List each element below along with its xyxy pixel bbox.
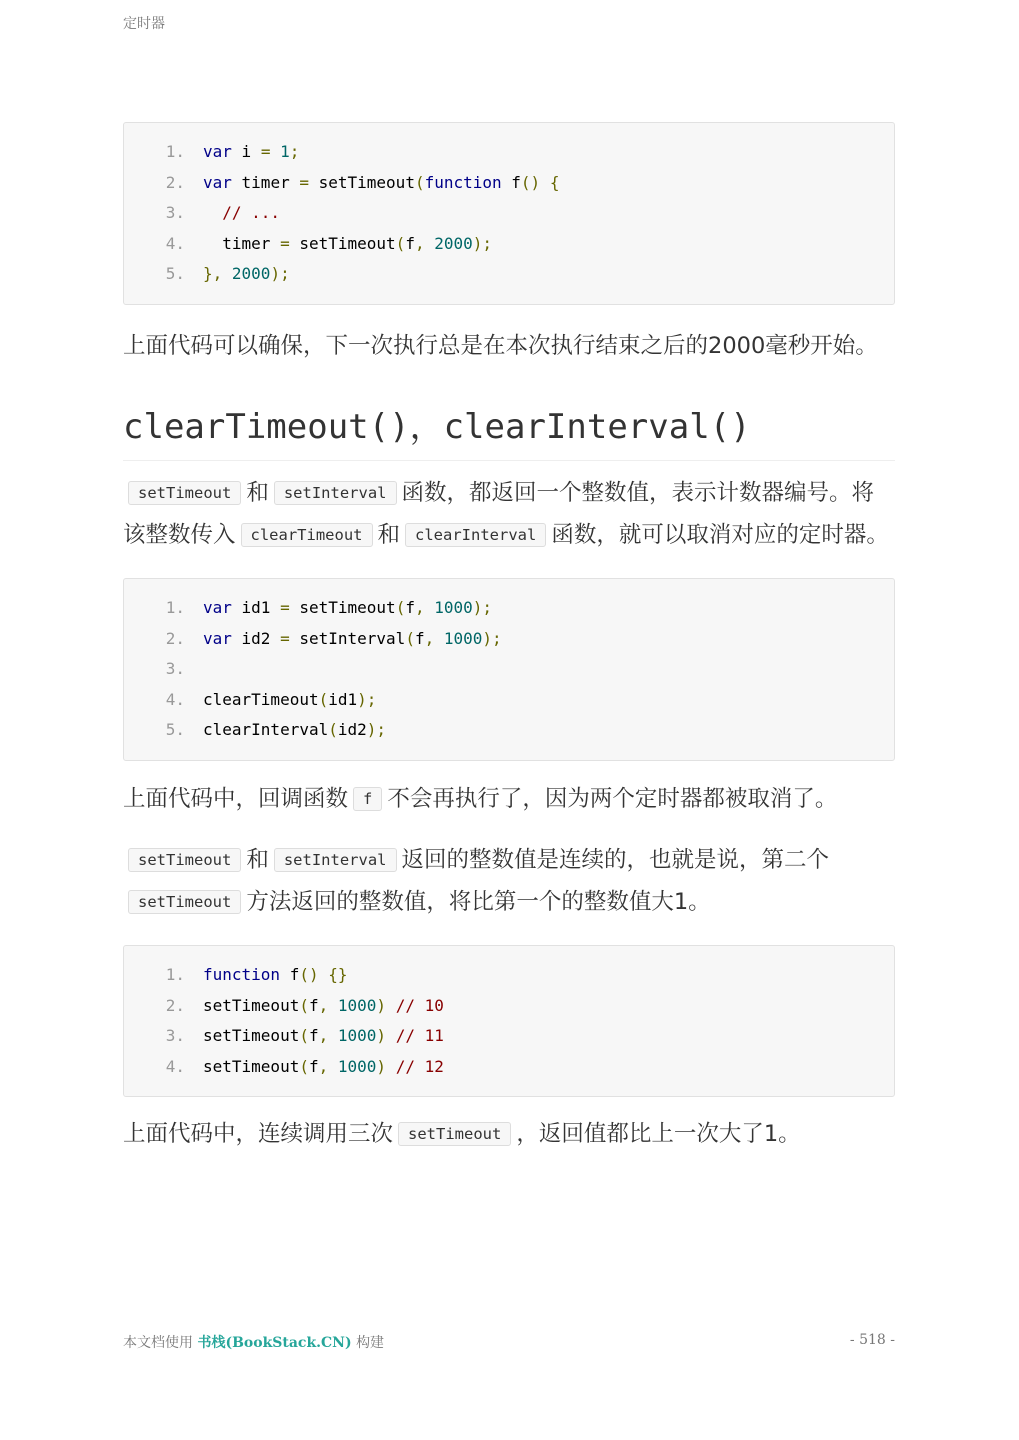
code-text: // ...: [222, 203, 281, 223]
code-line: [124, 1052, 894, 1083]
section-heading: clearTimeout()，clearInterval(): [123, 402, 895, 461]
inline-code: clearInterval: [405, 523, 546, 547]
inline-code: setTimeout: [128, 481, 241, 505]
code-block-3: [123, 945, 895, 1097]
line-number: 4.: [165, 689, 185, 709]
code-line: [124, 229, 894, 260]
code-text: clearInterval(id2);: [203, 720, 387, 740]
code-text: setTimeout(f, 1000) // 10: [203, 995, 444, 1015]
code-line: [124, 1021, 894, 1052]
paragraph-1: 上面代码可以确保，下一次执行总是在本次执行结束之后的2000毫秒开始。: [123, 332, 878, 359]
code-block-1: [123, 122, 895, 305]
line-number: 3.: [165, 203, 185, 223]
code-text: var timer = setTimeout(function f() {: [203, 172, 560, 192]
bookstack-link[interactable]: 书栈(BookStack.CN): [197, 1335, 352, 1351]
page-header: 定时器: [123, 16, 165, 32]
line-number: 4.: [165, 233, 185, 253]
line-number: 5.: [165, 720, 185, 740]
code-line: [124, 198, 894, 229]
main-content: [123, 122, 895, 1155]
code-line: [124, 593, 894, 624]
inline-code: setInterval: [274, 481, 397, 505]
code-text: var i = 1;: [203, 142, 300, 161]
code-line: [124, 715, 894, 746]
code-line: [124, 685, 894, 716]
code-line: [124, 991, 894, 1022]
code-text: setTimeout(f, 1000) // 11: [203, 1026, 444, 1046]
footer-credit: 本文档使用 书栈(BookStack.CN) 构建: [123, 1335, 385, 1351]
line-number: 2.: [165, 995, 185, 1015]
paragraph-3: 上面代码中，回调函数 f 不会再执行了，因为两个定时器都被取消了。: [123, 785, 838, 812]
code-text: var id2 = setInterval(f, 1000);: [203, 628, 502, 648]
inline-code: setTimeout: [398, 1122, 511, 1146]
paragraph-4: setTimeout 和 setInterval 返回的整数值是连续的，也就是说，第二个setTimeout 方法返回的整数值，将比第一个的整数值大1。: [123, 839, 895, 923]
code-line: [124, 168, 894, 199]
code-text: var id1 = setTimeout(f, 1000);: [203, 597, 493, 617]
inline-code: setTimeout: [128, 890, 241, 914]
line-number: 4.: [165, 1056, 185, 1076]
inline-code: setTimeout: [128, 848, 241, 872]
code-text: }, 2000);: [203, 264, 290, 284]
code-text: function f() {}: [203, 964, 348, 984]
code-line: [124, 960, 894, 991]
inline-code: clearTimeout: [241, 523, 373, 547]
line-number: 1.: [165, 142, 185, 161]
line-number: 5.: [165, 264, 185, 284]
code-block-2: [123, 578, 895, 761]
paragraph-5: 上面代码中，连续调用三次 setTimeout ，返回值都比上一次大了1。: [123, 1121, 801, 1148]
code-text: clearTimeout(id1);: [203, 689, 377, 709]
line-number: 2.: [165, 628, 185, 648]
inline-code: f: [353, 787, 382, 811]
line-number: 2.: [165, 172, 185, 192]
line-number: 1.: [165, 597, 185, 617]
code-line: [124, 137, 894, 168]
code-text: setTimeout(f, 1000) // 12: [203, 1056, 444, 1076]
code-line: [124, 259, 894, 290]
code-line: [124, 624, 894, 655]
code-line: [124, 654, 894, 685]
line-number: 1.: [165, 964, 185, 984]
code-text: timer = setTimeout(f, 2000);: [203, 233, 493, 253]
line-number: 3.: [165, 1026, 185, 1046]
paragraph-2: setTimeout 和 setInterval 函数，都返回一个整数值，表示计数器编号。将该整数传入 clearTimeout 和 clearInterval 函数，就可以取消对应的定时器。: [123, 479, 889, 548]
inline-code: setInterval: [274, 848, 397, 872]
line-number: 3.: [165, 659, 185, 679]
page-number: - 518 -: [849, 1332, 895, 1348]
